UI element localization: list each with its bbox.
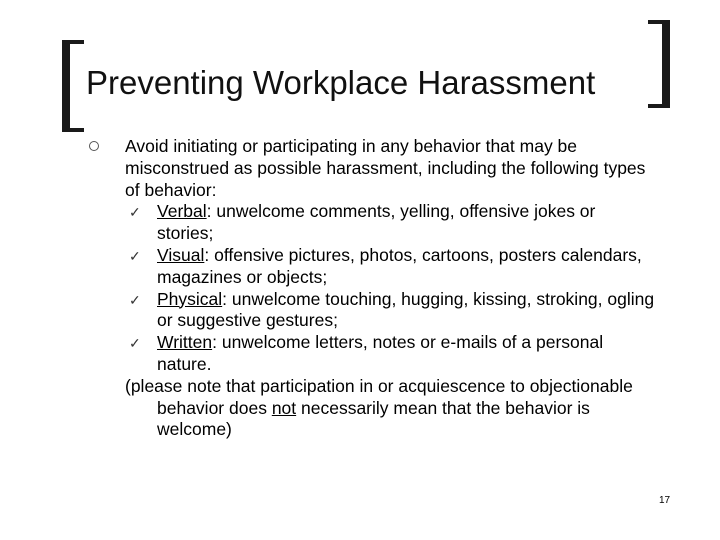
checkmark-icon: ✓ (129, 247, 141, 264)
item-text: : unwelcome touching, hugging, kissing, stroking, ogling or suggestive gestures; (157, 288, 655, 331)
item-term: Written (157, 332, 213, 353)
list-item-verbal (125, 201, 655, 245)
note-paragraph (125, 376, 655, 441)
list-item-visual (125, 245, 655, 289)
checkmark-icon: ✓ (129, 291, 141, 308)
right-bracket-decoration (648, 20, 670, 108)
item-term: Physical (157, 288, 223, 309)
note-text-after: necessarily mean that the behavior is welcome) (157, 397, 590, 440)
item-text: : unwelcome comments, yelling, offensive jokes or stories; (157, 201, 596, 244)
behavior-list (125, 201, 655, 375)
list-item-physical (125, 289, 655, 333)
checkmark-icon: ✓ (129, 335, 141, 352)
checkmark-icon: ✓ (129, 204, 141, 221)
slide-body (125, 136, 655, 441)
note-text-before: (please note that participation in or acquiescence to objectionable behavior does (125, 375, 633, 418)
list-item-written (125, 332, 655, 376)
note-emphasis: not (271, 397, 297, 418)
hollow-circle-bullet-icon (89, 141, 99, 151)
item-text: : unwelcome letters, notes or e-mails of a personal nature. (157, 332, 604, 374)
left-bracket-decoration (62, 40, 84, 132)
item-term: Visual (157, 244, 205, 265)
item-term: Verbal (157, 201, 207, 222)
item-text: : offensive pictures, photos, cartoons, posters calendars, magazines or objects; (157, 244, 642, 287)
page-number: 17 (659, 495, 671, 506)
intro-paragraph: Avoid initiating or participating in any behavior that may be misconstrued as possible harassment, including the following types of behavior: (125, 136, 646, 200)
slide-title: Preventing Workplace Harassment (86, 64, 596, 101)
